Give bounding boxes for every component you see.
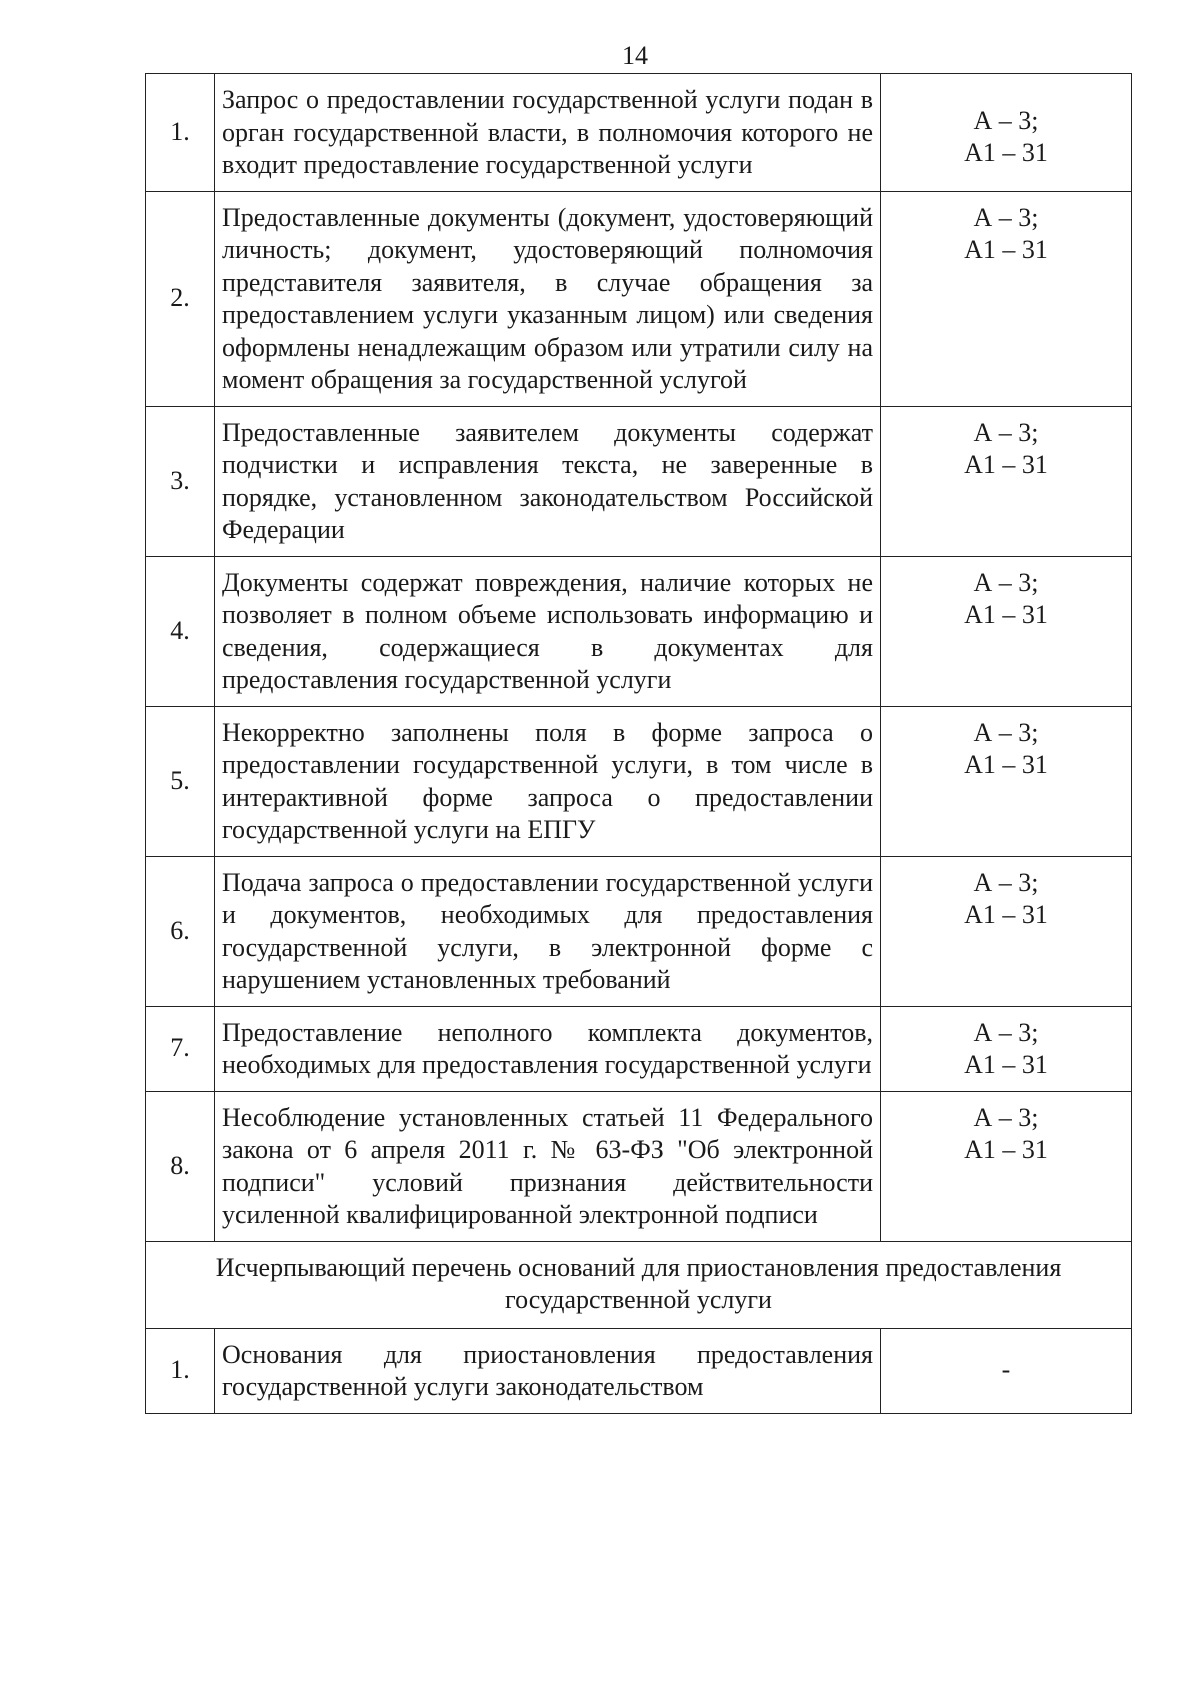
reference-line: А1 – 31 <box>964 900 1048 929</box>
row-reference <box>881 1006 1132 1091</box>
section-heading-row <box>146 1241 1132 1328</box>
row-number: 1. <box>146 1328 215 1413</box>
row-reference <box>881 856 1132 1006</box>
row-number: 3. <box>146 406 215 556</box>
row-reference <box>881 191 1132 406</box>
section-heading: Исчерпывающий перечень оснований для приостановления предоставления государственной услуги <box>146 1241 1132 1328</box>
row-text: Основания для приостановления предоставления государственной услуги законодательством <box>215 1328 881 1413</box>
row-number: 2. <box>146 191 215 406</box>
row-text: Документы содержат повреждения, наличие которых не позволяет в полном объеме использовать информацию и сведения, содержащиеся в документах для предоставления государственной услуги <box>215 556 881 706</box>
row-text: Предоставленные документы (документ, удостоверяющий личность; документ, удостоверяющий полномочия представителя заявителя, в случае обращения за предоставлением услуги указанным лицом) или сведения оформлены ненадлежащим образом или утратили силу на момент обращения за государственной услугой <box>215 191 881 406</box>
table-row <box>146 406 1132 556</box>
row-text: Некорректно заполнены поля в форме запроса о предоставлении государственной услуги, в том числе в интерактивной форме запроса о предоставлении государственной услуги на ЕПГУ <box>215 706 881 856</box>
reference-line: А1 – 31 <box>964 750 1048 779</box>
reference-line: А – 3; <box>973 717 1039 747</box>
row-text: Предоставление неполного комплекта документов, необходимых для предоставления государственной услуги <box>215 1006 881 1091</box>
reference-line: А – 3; <box>973 1102 1039 1132</box>
row-reference <box>881 556 1132 706</box>
reference-line: А1 – 31 <box>964 1050 1048 1079</box>
row-number: 1. <box>146 74 215 192</box>
table-row <box>146 556 1132 706</box>
row-number: 6. <box>146 856 215 1006</box>
table-row <box>146 1091 1132 1241</box>
row-text: Предоставленные заявителем документы содержат подчистки и исправления текста, не заверенные в порядке, установленном законодательством Российской Федерации <box>215 406 881 556</box>
reference-line: А1 – 31 <box>964 235 1048 264</box>
row-reference <box>881 706 1132 856</box>
row-reference <box>881 1091 1132 1241</box>
reference-line: А – 3; <box>973 1017 1039 1047</box>
table-row <box>146 1328 1132 1413</box>
row-number: 8. <box>146 1091 215 1241</box>
row-number: 4. <box>146 556 215 706</box>
table-row <box>146 74 1132 192</box>
reference-line: А – 3; <box>973 202 1039 232</box>
row-reference: - <box>881 1328 1132 1413</box>
table-row <box>146 856 1132 1006</box>
page-number: 14 <box>622 41 648 70</box>
reference-line: А1 – 31 <box>964 450 1048 479</box>
table-row <box>146 706 1132 856</box>
grounds-table <box>145 73 1132 1414</box>
reference-line: А1 – 31 <box>964 1135 1048 1164</box>
table-row <box>146 191 1132 406</box>
reference-line: А – 3; <box>973 105 1039 135</box>
reference-line: А1 – 31 <box>964 138 1048 168</box>
reference-line: А – 3; <box>973 417 1039 447</box>
row-reference <box>881 74 1132 192</box>
row-number: 5. <box>146 706 215 856</box>
row-text: Подача запроса о предоставлении государственной услуги и документов, необходимых для предоставления государственной услуги, в электронной форме с нарушением установленных требований <box>215 856 881 1006</box>
reference-line: А – 3; <box>973 867 1039 897</box>
row-reference <box>881 406 1132 556</box>
row-text: Запрос о предоставлении государственной услуги подан в орган государственной власти, в полномочия которого не входит предоставление государственной услуги <box>215 74 881 192</box>
row-number: 7. <box>146 1006 215 1091</box>
row-text: Несоблюдение установленных статьей 11 Федерального закона от 6 апреля 2011 г. № 63-ФЗ "Об электронной подписи" условий признания действительности усиленной квалифицированной электронной подписи <box>215 1091 881 1241</box>
reference-line: А1 – 31 <box>964 600 1048 629</box>
reference-line: А – 3; <box>973 567 1039 597</box>
table-row <box>146 1006 1132 1091</box>
